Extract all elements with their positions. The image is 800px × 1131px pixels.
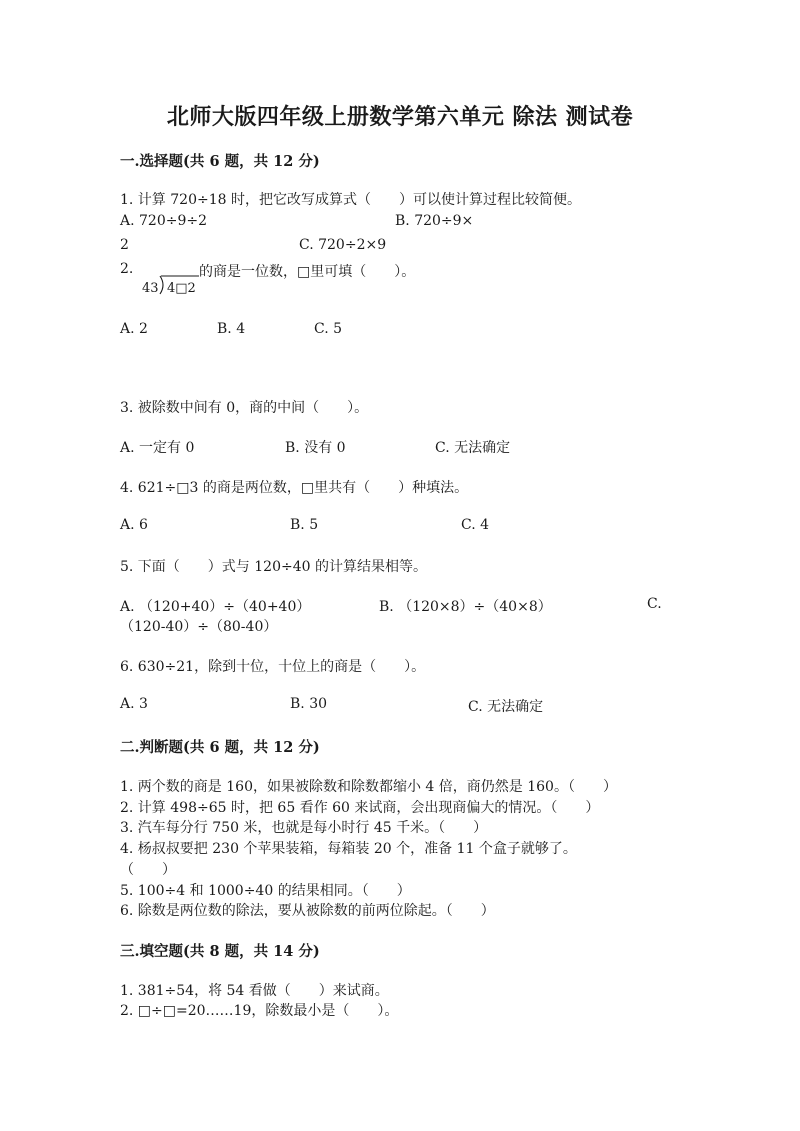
question-6-option-b: B. 30 [290, 696, 328, 712]
judgement-1: 1. 两个数的商是 160，如果被除数和除数都缩小 4 倍，商仍然是 160。（ ） [120, 779, 617, 795]
fill-in-2: 2. □÷□=20……19，除数最小是（ ）。 [120, 1003, 399, 1019]
division-dividend: 4□2 [167, 281, 196, 296]
question-5-option-c-wrap: （120-40）÷（80-40） [120, 619, 278, 635]
question-4-option-a: A. 6 [120, 517, 148, 533]
question-4-stem: 4. 621÷□3 的商是两位数，□里共有（ ）种填法。 [120, 480, 469, 496]
judgement-2: 2. 计算 498÷65 时，把 65 看作 60 来试商，会出现商偏大的情况。（ ） [120, 800, 600, 816]
section-heading-judgement: 二.判断题(共 6 题，共 12 分) [120, 739, 320, 756]
section-heading-fill-in: 三.填空题(共 8 题，共 14 分) [120, 943, 320, 960]
question-6-stem: 6. 630÷21，除到十位，十位上的商是（ ）。 [120, 659, 426, 675]
question-2-stem: 的商是一位数，□里可填（ ）。 [199, 264, 416, 280]
question-2-option-a: A. 2 [120, 321, 148, 337]
question-3-option-c: C. 无法确定 [435, 440, 511, 456]
question-2-option-c: C. 5 [314, 321, 343, 337]
question-1-option-b-wrap: 2 [120, 237, 129, 253]
question-1-option-b: B. 720÷9× [395, 213, 474, 229]
question-5-option-c: C. [647, 596, 662, 612]
question-4-option-c: C. 4 [461, 517, 490, 533]
section-heading-choice: 一.选择题(共 6 题，共 12 分) [120, 153, 320, 170]
judgement-3: 3. 汽车每分行 750 米，也就是每小时行 45 千米。（ ） [120, 820, 488, 836]
long-division-figure [141, 273, 201, 299]
question-2-number: 2. [120, 261, 134, 277]
question-6-option-c: C. 无法确定 [468, 699, 544, 715]
question-6-option-a: A. 3 [120, 696, 148, 712]
judgement-4: 4. 杨叔叔要把 230 个苹果装箱，每箱装 20 个，准备 11 个盒子就够了。 [120, 841, 577, 857]
division-divisor: 43 [142, 281, 159, 296]
page-title: 北师大版四年级上册数学第六单元 除法 测试卷 [166, 104, 634, 130]
question-5-stem: 5. 下面（ ）式与 120÷40 的计算结果相等。 [120, 559, 427, 575]
fill-in-1: 1. 381÷54，将 54 看做（ ）来试商。 [120, 983, 389, 999]
question-1-option-a: A. 720÷9÷2 [120, 213, 208, 229]
judgement-5: 5. 100÷4 和 1000÷40 的结果相同。（ ） [120, 883, 411, 899]
judgement-6: 6. 除数是两位数的除法，要从被除数的前两位除起。（ ） [120, 903, 495, 919]
question-3-option-b: B. 没有 0 [285, 440, 346, 456]
question-1-stem: 1. 计算 720÷18 时，把它改写成算式（ ）可以使计算过程比较简便。 [120, 192, 581, 208]
judgement-4-wrap: （ ） [120, 862, 176, 878]
question-1-option-c: C. 720÷2×9 [299, 237, 387, 253]
question-5-option-a: A. （120+40）÷（40+40） [120, 599, 311, 615]
question-3-option-a: A. 一定有 0 [120, 440, 195, 456]
question-5-option-b: B. （120×8）÷（40×8） [379, 599, 552, 615]
question-4-option-b: B. 5 [290, 517, 319, 533]
question-2-option-b: B. 4 [217, 321, 246, 337]
question-3-stem: 3. 被除数中间有 0，商的中间（ ）。 [120, 400, 369, 416]
